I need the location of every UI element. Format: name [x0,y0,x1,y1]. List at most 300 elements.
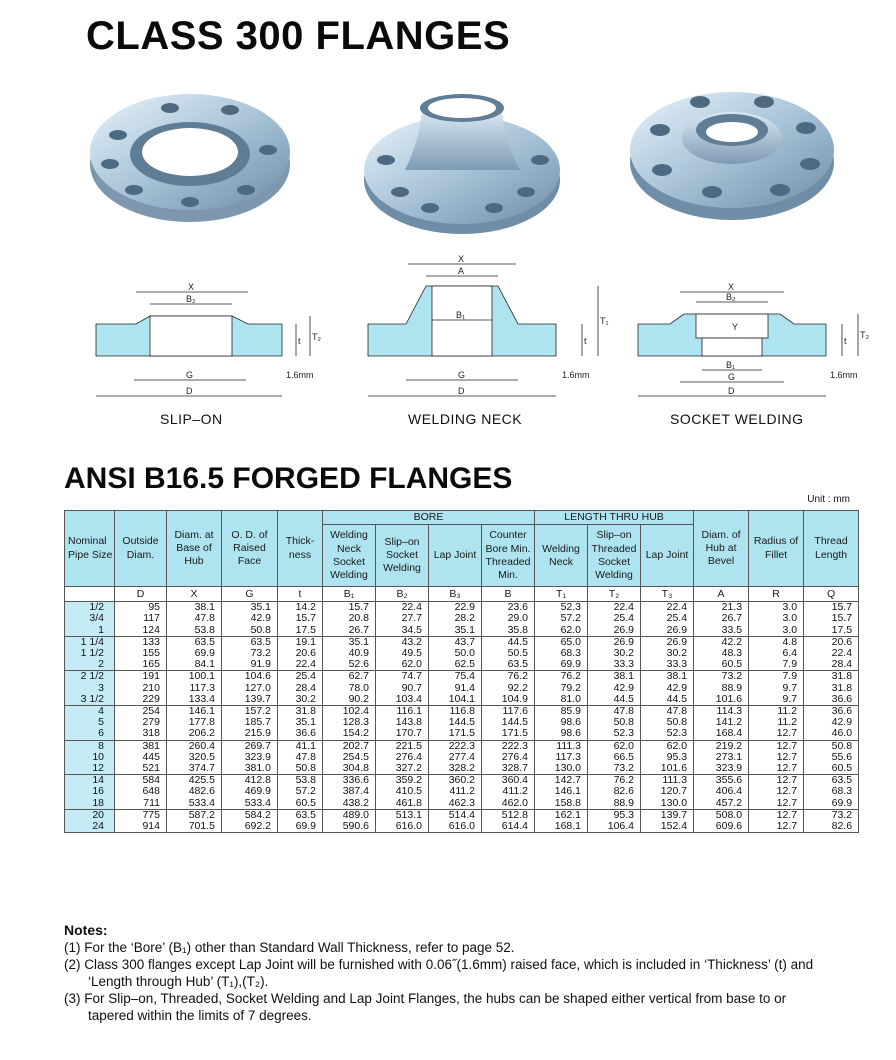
value-cell: 20.8 [323,613,376,624]
sw-t2-label: T₂ [860,330,869,340]
col-nominal-size: Nominal Pipe Size [65,511,115,587]
symbol-cell: B₂ [376,587,429,602]
slip-on-t2-label: T₂ [312,332,321,342]
value-cell: 22.4 [278,659,323,671]
col-bore-wn: Welding Neck Socket Welding [323,525,376,587]
value-cell: 26.7 [323,625,376,637]
value-cell: 171.5 [429,728,482,740]
value-cell: 42.9 [588,683,641,694]
wn-raise-label: 1.6mm [562,370,590,380]
value-cell: 62.5 [429,659,482,671]
value-cell: 23.6 [482,602,535,614]
value-cell: 35.1 [429,625,482,637]
value-cell: 191 [115,671,167,683]
value-cell: 146.1 [167,705,222,717]
value-cell: 75.4 [429,671,482,683]
value-cell: 88.9 [588,798,641,810]
value-cell: 25.4 [641,613,694,624]
table-row [65,821,859,833]
table-row [65,740,859,752]
value-cell: 152.4 [641,821,694,833]
value-cell: 28.4 [278,683,323,694]
value-cell: 98.6 [535,717,588,728]
value-cell: 219.2 [694,740,749,752]
value-cell: 210 [115,683,167,694]
value-cell: 412.8 [222,775,278,787]
symbol-cell [65,587,115,602]
value-cell: 117.3 [167,683,222,694]
value-cell: 22.9 [429,602,482,614]
value-cell: 34.5 [376,625,429,637]
value-cell: 462.0 [482,798,535,810]
value-cell: 124 [115,625,167,637]
flange-dimensions-table [64,510,859,833]
value-cell: 360.4 [482,775,535,787]
value-cell: 103.4 [376,694,429,706]
sw-x-label: X [728,282,735,292]
pipe-size-cell: 5 [65,717,115,728]
pipe-size-cell: 12 [65,763,115,775]
value-cell: 62.7 [323,671,376,683]
value-cell: 15.7 [323,602,376,614]
value-cell: 3.0 [749,613,804,624]
value-cell: 202.7 [323,740,376,752]
value-cell: 28.4 [804,659,859,671]
value-cell: 60.5 [694,659,749,671]
value-cell: 133.4 [167,694,222,706]
value-cell: 144.5 [429,717,482,728]
value-cell: 11.2 [749,705,804,717]
page-title: CLASS 300 FLANGES [86,14,511,58]
value-cell: 44.5 [482,636,535,648]
value-cell: 38.1 [588,671,641,683]
value-cell: 62.0 [641,740,694,752]
value-cell: 101.6 [641,763,694,775]
value-cell: 73.2 [588,763,641,775]
value-cell: 20.6 [804,636,859,648]
value-cell: 104.9 [482,694,535,706]
value-cell: 411.2 [429,786,482,797]
value-cell: 52.3 [641,728,694,740]
value-cell: 328.2 [429,763,482,775]
slip-on-b2-label: B₂ [186,294,196,304]
value-cell: 35.8 [482,625,535,637]
value-cell: 74.7 [376,671,429,683]
value-cell: 73.2 [804,809,859,821]
value-cell: 36.6 [804,694,859,706]
value-cell: 62.0 [535,625,588,637]
value-cell: 162.1 [535,809,588,821]
value-cell: 614.4 [482,821,535,833]
wn-x-label: X [458,254,465,264]
symbol-cell: Q [804,587,859,602]
value-cell: 521 [115,763,167,775]
value-cell: 462.3 [429,798,482,810]
value-cell: 590.6 [323,821,376,833]
value-cell: 69.9 [804,798,859,810]
value-cell: 277.4 [429,752,482,763]
pipe-size-cell: 3/4 [65,613,115,624]
value-cell: 81.0 [535,694,588,706]
value-cell: 85.9 [535,705,588,717]
pipe-size-cell: 1 1/2 [65,648,115,659]
slip-on-g-label: G [186,370,194,380]
value-cell: 146.1 [535,786,588,797]
col-bore-slipon: Slip–on Socket Welding [376,525,429,587]
value-cell: 328.7 [482,763,535,775]
value-cell: 15.7 [804,602,859,614]
sw-b2-label: B₂ [726,292,736,302]
section-title: ANSI B16.5 FORGED FLANGES [64,462,513,495]
value-cell: 587.2 [167,809,222,821]
value-cell: 33.5 [694,625,749,637]
pipe-size-cell: 24 [65,821,115,833]
value-cell: 90.2 [323,694,376,706]
symbol-cell: G [222,587,278,602]
group-length-thru-hub: LENGTH THRU HUB [535,511,694,525]
value-cell: 88.9 [694,683,749,694]
value-cell: 116.8 [429,705,482,717]
value-cell: 21.3 [694,602,749,614]
value-cell: 143.8 [376,717,429,728]
value-cell: 82.6 [588,786,641,797]
value-cell: 55.6 [804,752,859,763]
notes-heading: Notes: [64,922,108,938]
socket-welding-diagram [638,292,858,396]
table-row [65,613,859,624]
value-cell: 177.8 [167,717,222,728]
table-row [65,763,859,775]
value-cell: 114.3 [694,705,749,717]
value-cell: 36.6 [278,728,323,740]
pipe-size-cell: 3 1/2 [65,694,115,706]
note-3-cont: tapered within the limits of 7 degrees. [88,1008,312,1023]
value-cell: 12.7 [749,775,804,787]
value-cell: 68.3 [535,648,588,659]
value-cell: 49.5 [376,648,429,659]
symbol-cell: R [749,587,804,602]
value-cell: 12.7 [749,821,804,833]
value-cell: 12.7 [749,728,804,740]
col-len-slipon: Slip–on Threaded Socket Welding [588,525,641,587]
value-cell: 279 [115,717,167,728]
value-cell: 222.3 [429,740,482,752]
col-thread-length: Thread Length [804,511,859,587]
value-cell: 489.0 [323,809,376,821]
value-cell: 84.1 [167,659,222,671]
note-3: (3) For Slip–on, Threaded, Socket Welding and Lap Joint Flanges, the hubs can be shaped either vertical from base to or [64,991,787,1006]
value-cell: 31.8 [804,671,859,683]
wn-g-label: G [458,370,466,380]
welding-neck-photo [364,94,560,234]
value-cell: 406.4 [694,786,749,797]
value-cell: 260.4 [167,740,222,752]
note-2-cont: ‘Length through Hub’ (T₁),(T₂). [88,974,269,989]
value-cell: 38.1 [167,602,222,614]
value-cell: 95.3 [588,809,641,821]
value-cell: 63.5 [222,636,278,648]
symbol-cell: T₂ [588,587,641,602]
symbol-cell: B₃ [429,587,482,602]
value-cell: 104.1 [429,694,482,706]
value-cell: 304.8 [323,763,376,775]
wn-t-label: t [584,336,587,346]
value-cell: 117.6 [482,705,535,717]
value-cell: 438.2 [323,798,376,810]
pipe-size-cell: 8 [65,740,115,752]
slip-on-photo [90,94,290,222]
value-cell: 30.2 [641,648,694,659]
value-cell: 17.5 [804,625,859,637]
symbol-cell: A [694,587,749,602]
value-cell: 36.6 [804,705,859,717]
value-cell: 120.7 [641,786,694,797]
value-cell: 25.4 [588,613,641,624]
value-cell: 139.7 [641,809,694,821]
value-cell: 533.4 [167,798,222,810]
value-cell: 30.2 [588,648,641,659]
value-cell: 65.0 [535,636,588,648]
value-cell: 692.2 [222,821,278,833]
value-cell: 17.5 [278,625,323,637]
pipe-size-cell: 2 [65,659,115,671]
value-cell: 14.2 [278,602,323,614]
value-cell: 50.8 [804,740,859,752]
value-cell: 76.2 [482,671,535,683]
col-thickness: Thick- ness [278,511,323,587]
value-cell: 42.2 [694,636,749,648]
value-cell: 609.6 [694,821,749,833]
value-cell: 276.4 [376,752,429,763]
sw-g-label: G [728,372,736,382]
value-cell: 12.7 [749,763,804,775]
col-od-raised-face: O. D. of Raised Face [222,511,278,587]
value-cell: 91.9 [222,659,278,671]
value-cell: 111.3 [641,775,694,787]
value-cell: 33.3 [588,659,641,671]
value-cell: 469.9 [222,786,278,797]
value-cell: 127.0 [222,683,278,694]
col-diam-base-hub: Diam. at Base of Hub [167,511,222,587]
value-cell: 381.0 [222,763,278,775]
value-cell: 171.5 [482,728,535,740]
col-radius-fillet: Radius of Fillet [749,511,804,587]
flange-table-wrap [64,510,858,833]
value-cell: 445 [115,752,167,763]
pipe-size-cell: 1 [65,625,115,637]
value-cell: 63.5 [482,659,535,671]
symbol-row [65,587,859,602]
value-cell: 11.2 [749,717,804,728]
value-cell: 31.8 [804,683,859,694]
value-cell: 35.1 [323,636,376,648]
note-2: (2) Class 300 flanges except Lap Joint will be furnished with 0.06˝(1.6mm) raised face, which is included in ‘Thickness’ (t) and [64,957,814,972]
value-cell: 154.2 [323,728,376,740]
value-cell: 47.8 [167,613,222,624]
col-diam-hub-bevel: Diam. of Hub at Bevel [694,511,749,587]
value-cell: 254 [115,705,167,717]
table-row [65,786,859,797]
table-row [65,671,859,683]
value-cell: 512.8 [482,809,535,821]
value-cell: 26.9 [588,625,641,637]
value-cell: 130.0 [641,798,694,810]
value-cell: 514.4 [429,809,482,821]
value-cell: 69.9 [535,659,588,671]
value-cell: 144.5 [482,717,535,728]
value-cell: 139.7 [222,694,278,706]
value-cell: 79.2 [535,683,588,694]
value-cell: 62.0 [588,740,641,752]
value-cell: 35.1 [278,717,323,728]
value-cell: 355.6 [694,775,749,787]
value-cell: 410.5 [376,786,429,797]
value-cell: 63.5 [804,775,859,787]
table-row [65,728,859,740]
value-cell: 336.6 [323,775,376,787]
value-cell: 50.8 [641,717,694,728]
value-cell: 323.9 [222,752,278,763]
value-cell: 206.2 [167,728,222,740]
value-cell: 513.1 [376,809,429,821]
value-cell: 28.2 [429,613,482,624]
symbol-cell: B [482,587,535,602]
value-cell: 20.6 [278,648,323,659]
pipe-size-cell: 2 1/2 [65,671,115,683]
value-cell: 82.6 [804,821,859,833]
value-cell: 48.3 [694,648,749,659]
value-cell: 168.1 [535,821,588,833]
value-cell: 3.0 [749,602,804,614]
symbol-cell: t [278,587,323,602]
value-cell: 22.4 [588,602,641,614]
value-cell: 387.4 [323,786,376,797]
value-cell: 57.2 [535,613,588,624]
value-cell: 142.7 [535,775,588,787]
flange-photos [0,80,896,240]
sw-raise-label: 1.6mm [830,370,858,380]
value-cell: 52.3 [535,602,588,614]
value-cell: 50.8 [222,625,278,637]
value-cell: 482.6 [167,786,222,797]
value-cell: 31.8 [278,705,323,717]
value-cell: 22.4 [641,602,694,614]
value-cell: 616.0 [429,821,482,833]
value-cell: 7.9 [749,659,804,671]
value-cell: 22.4 [804,648,859,659]
value-cell: 91.4 [429,683,482,694]
value-cell: 95 [115,602,167,614]
pipe-size-cell: 10 [65,752,115,763]
symbol-cell: X [167,587,222,602]
value-cell: 63.5 [278,809,323,821]
value-cell: 165 [115,659,167,671]
value-cell: 117.3 [535,752,588,763]
slip-on-x-label: X [188,282,195,292]
value-cell: 616.0 [376,821,429,833]
col-len-wn: Welding Neck [535,525,588,587]
value-cell: 9.7 [749,694,804,706]
value-cell: 47.8 [588,705,641,717]
value-cell: 15.7 [804,613,859,624]
value-cell: 40.9 [323,648,376,659]
sw-b1-label: B₁ [726,360,736,370]
value-cell: 12.7 [749,740,804,752]
value-cell: 158.8 [535,798,588,810]
value-cell: 533.4 [222,798,278,810]
value-cell: 318 [115,728,167,740]
value-cell: 95.3 [641,752,694,763]
value-cell: 425.5 [167,775,222,787]
value-cell: 229 [115,694,167,706]
value-cell: 26.9 [641,625,694,637]
value-cell: 185.7 [222,717,278,728]
value-cell: 29.0 [482,613,535,624]
value-cell: 52.3 [588,728,641,740]
value-cell: 76.2 [535,671,588,683]
pipe-size-cell: 3 [65,683,115,694]
value-cell: 19.1 [278,636,323,648]
value-cell: 44.5 [588,694,641,706]
value-cell: 76.2 [588,775,641,787]
sw-d-label: D [728,386,735,396]
value-cell: 53.8 [167,625,222,637]
pipe-size-cell: 18 [65,798,115,810]
value-cell: 12.7 [749,798,804,810]
pipe-size-cell: 16 [65,786,115,797]
value-cell: 12.7 [749,786,804,797]
value-cell: 775 [115,809,167,821]
value-cell: 128.3 [323,717,376,728]
value-cell: 38.1 [641,671,694,683]
value-cell: 30.2 [278,694,323,706]
table-body [65,602,859,833]
sw-y-label: Y [732,322,739,332]
unit-label: Unit : mm [807,494,850,505]
wn-b1-label: B₁ [456,310,466,320]
table-row [65,798,859,810]
value-cell: 69.9 [167,648,222,659]
table-row [65,625,859,637]
value-cell: 9.7 [749,683,804,694]
value-cell: 273.1 [694,752,749,763]
value-cell: 47.8 [641,705,694,717]
value-cell: 50.0 [429,648,482,659]
value-cell: 66.5 [588,752,641,763]
value-cell: 90.7 [376,683,429,694]
pipe-size-cell: 1/2 [65,602,115,614]
value-cell: 50.8 [588,717,641,728]
value-cell: 43.7 [429,636,482,648]
value-cell: 461.8 [376,798,429,810]
value-cell: 374.7 [167,763,222,775]
pipe-size-cell: 1 1/4 [65,636,115,648]
value-cell: 62.0 [376,659,429,671]
value-cell: 26.7 [694,613,749,624]
socket-welding-caption: SOCKET WELDING [670,411,804,427]
value-cell: 60.5 [804,763,859,775]
group-bore: BORE [323,511,535,525]
value-cell: 92.2 [482,683,535,694]
value-cell: 42.9 [222,613,278,624]
value-cell: 222.3 [482,740,535,752]
value-cell: 648 [115,786,167,797]
value-cell: 170.7 [376,728,429,740]
value-cell: 50.5 [482,648,535,659]
value-cell: 63.5 [167,636,222,648]
value-cell: 327.2 [376,763,429,775]
value-cell: 254.5 [323,752,376,763]
